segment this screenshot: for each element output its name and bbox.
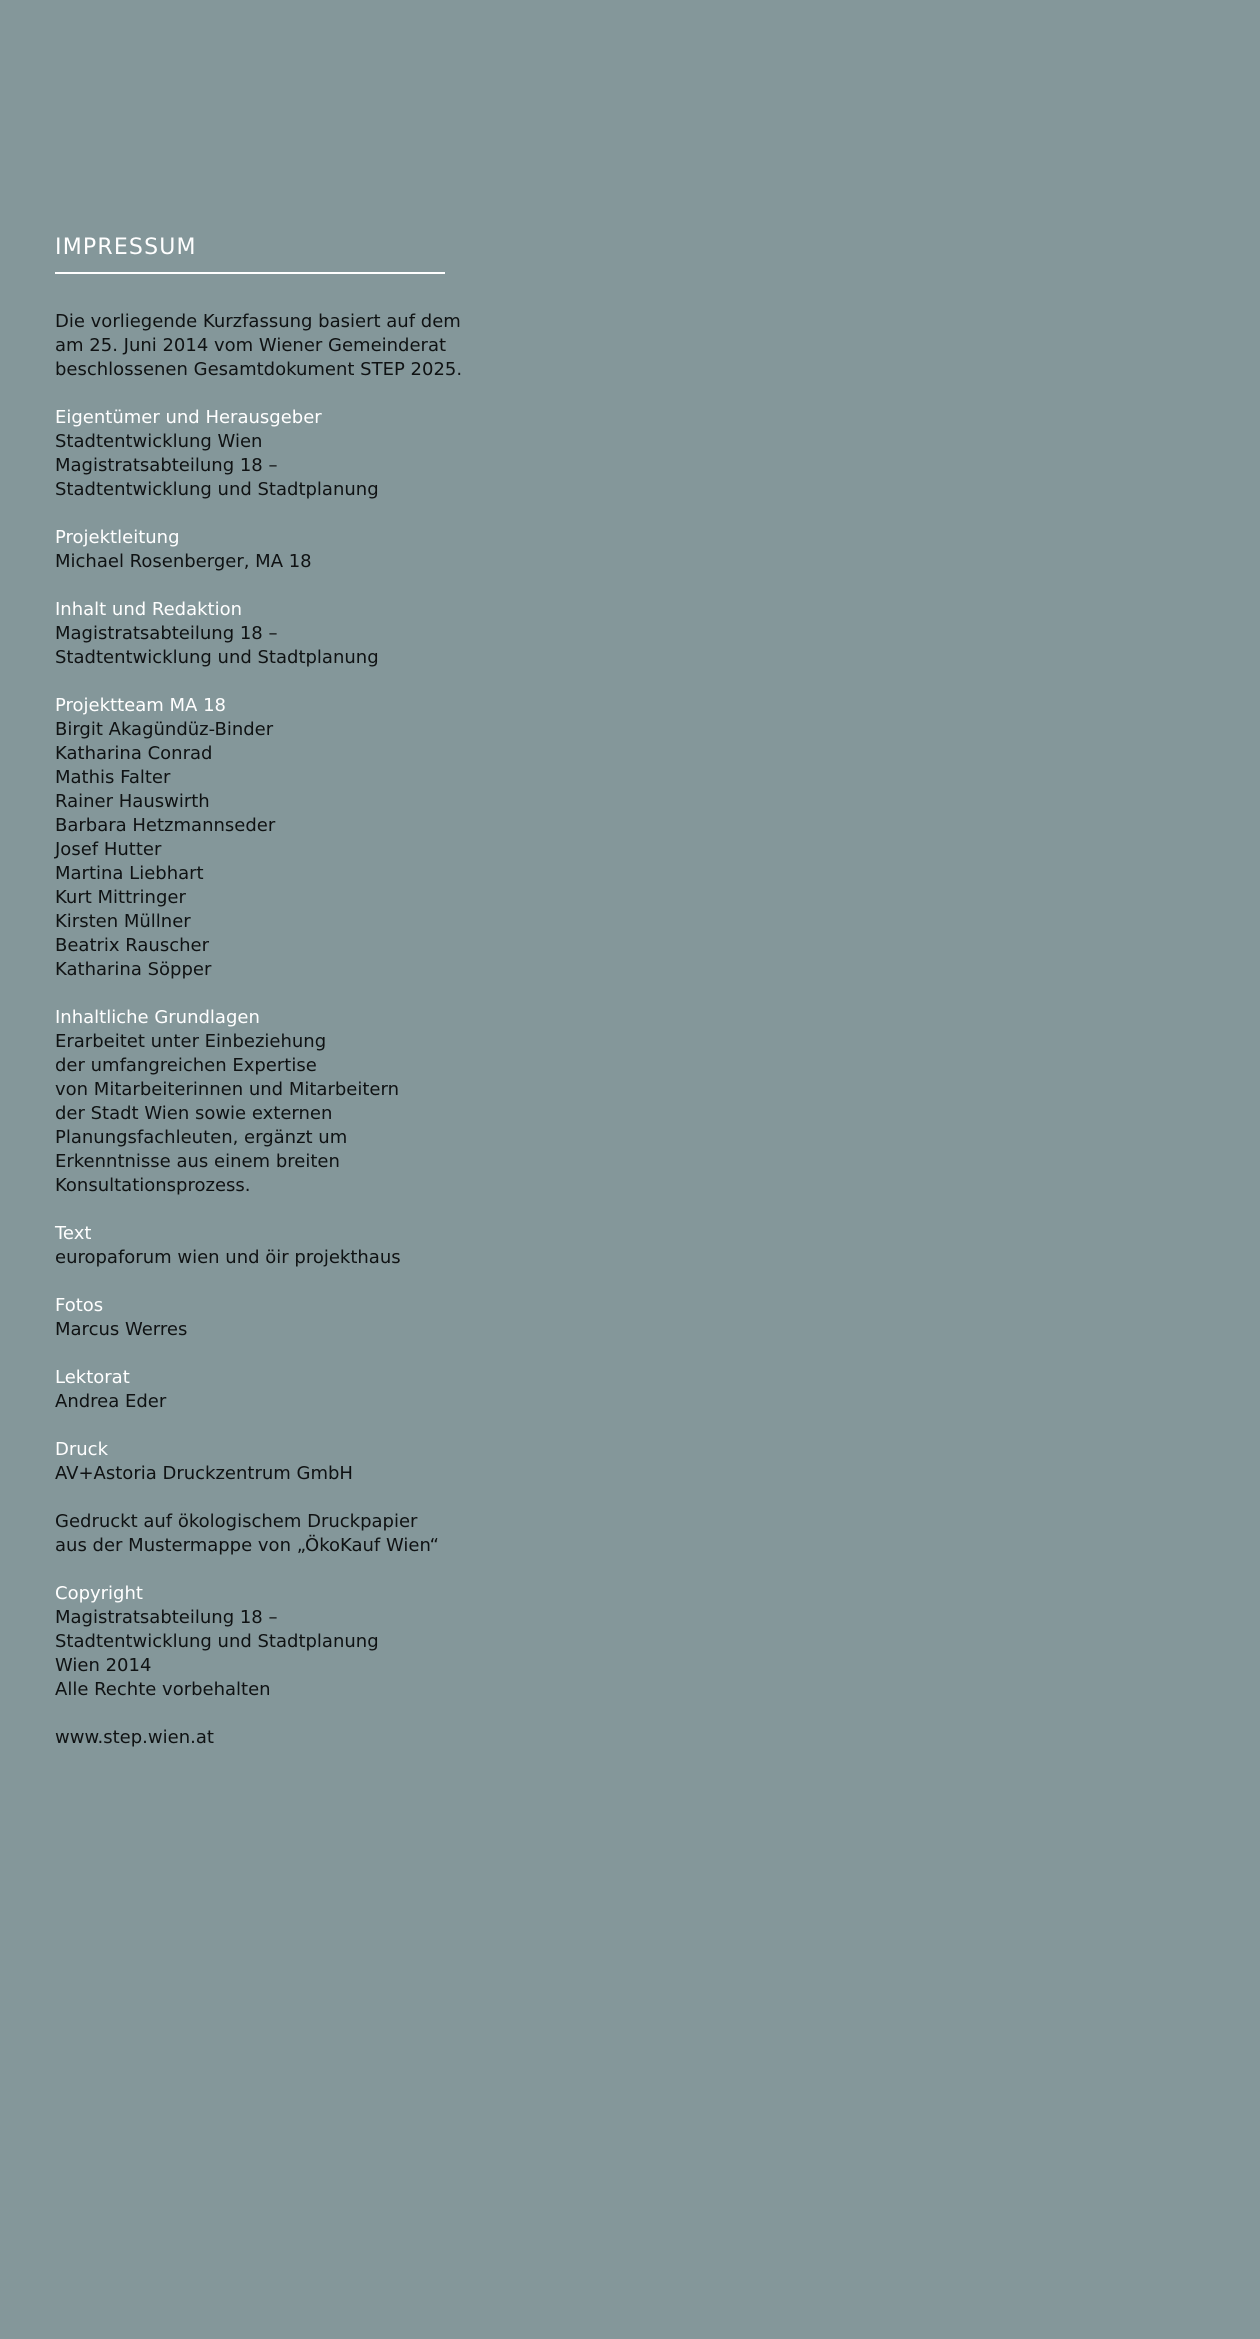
section-line: Stadtentwicklung Wien <box>55 431 263 452</box>
section-heading: Fotos <box>55 1295 104 1316</box>
section-line: Magistratsabteilung 18 – <box>55 623 278 644</box>
credit-section <box>55 1294 475 1342</box>
title-divider <box>55 272 445 274</box>
section-line: Barbara Hetzmannseder <box>55 815 276 836</box>
section-heading: Inhalt und Redaktion <box>55 599 243 620</box>
credit-section <box>55 406 475 502</box>
section-line: Beatrix Rauscher <box>55 935 209 956</box>
intro-line: Die vorliegende Kurzfassung basiert auf dem <box>55 311 461 332</box>
section-line: Andrea Eder <box>55 1391 167 1412</box>
section-line: Katharina Conrad <box>55 743 213 764</box>
section-line: Birgit Akagündüz-Binder <box>55 719 274 740</box>
section-line: Planungsfachleuten, ergänzt um <box>55 1127 348 1148</box>
section-line: Stadtentwicklung und Stadtplanung <box>55 1631 379 1652</box>
credit-section <box>55 694 475 982</box>
intro-line: beschlossenen Gesamtdokument STEP 2025. <box>55 359 463 380</box>
section-heading: Lektorat <box>55 1367 130 1388</box>
page-title: IMPRESSUM <box>55 235 197 260</box>
section-heading: Eigentümer und Herausgeber <box>55 407 322 428</box>
credit-section <box>55 1438 475 1486</box>
section-line: Kurt Mittringer <box>55 887 186 908</box>
section-line: Konsultationsprozess. <box>55 1175 251 1196</box>
section-heading: Inhaltliche Grundlagen <box>55 1007 260 1028</box>
credit-section <box>55 1582 475 1702</box>
section-line: Erarbeitet unter Einbeziehung <box>55 1031 327 1052</box>
section-heading: Projektleitung <box>55 527 180 548</box>
section-line: Magistratsabteilung 18 – <box>55 455 278 476</box>
website-link[interactable]: www.step.wien.at <box>55 1727 214 1748</box>
section-heading: Text <box>55 1223 92 1244</box>
section-heading: Projektteam MA 18 <box>55 695 226 716</box>
impressum-page <box>55 232 475 1774</box>
credit-section <box>55 1222 475 1270</box>
section-line: Josef Hutter <box>55 839 162 860</box>
section-line: Gedruckt auf ökologischem Druckpapier <box>55 1511 418 1532</box>
section-line: Rainer Hauswirth <box>55 791 210 812</box>
section-line: Magistratsabteilung 18 – <box>55 1607 278 1628</box>
section-line: der Stadt Wien sowie externen <box>55 1103 333 1124</box>
section-heading: Druck <box>55 1439 108 1460</box>
credit-section <box>55 1510 475 1558</box>
section-heading: Copyright <box>55 1583 143 1604</box>
section-line: Katharina Söpper <box>55 959 212 980</box>
section-line: Erkenntnisse aus einem breiten <box>55 1151 340 1172</box>
credit-section <box>55 526 475 574</box>
section-line: Stadtentwicklung und Stadtplanung <box>55 647 379 668</box>
impressum-sections <box>55 406 475 1702</box>
website-block <box>55 1726 475 1750</box>
section-line: Martina Liebhart <box>55 863 204 884</box>
section-line: Michael Rosenberger, MA 18 <box>55 551 312 572</box>
section-line: aus der Mustermappe von „ÖkoKauf Wien“ <box>55 1535 439 1556</box>
section-line: von Mitarbeiterinnen und Mitarbeitern <box>55 1079 399 1100</box>
section-line: Wien 2014 <box>55 1655 152 1676</box>
intro-line: am 25. Juni 2014 vom Wiener Gemeinderat <box>55 335 447 356</box>
section-line: europaforum wien und öir projekthaus <box>55 1247 401 1268</box>
section-line: Marcus Werres <box>55 1319 188 1340</box>
section-line: Stadtentwicklung und Stadtplanung <box>55 479 379 500</box>
section-line: der umfangreichen Expertise <box>55 1055 317 1076</box>
section-line: Kirsten Müllner <box>55 911 191 932</box>
credit-section <box>55 1006 475 1198</box>
intro-paragraph <box>55 310 475 382</box>
section-line: AV+Astoria Druckzentrum GmbH <box>55 1463 353 1484</box>
section-line: Alle Rechte vorbehalten <box>55 1679 271 1700</box>
credit-section <box>55 598 475 670</box>
credit-section <box>55 1366 475 1414</box>
section-line: Mathis Falter <box>55 767 171 788</box>
